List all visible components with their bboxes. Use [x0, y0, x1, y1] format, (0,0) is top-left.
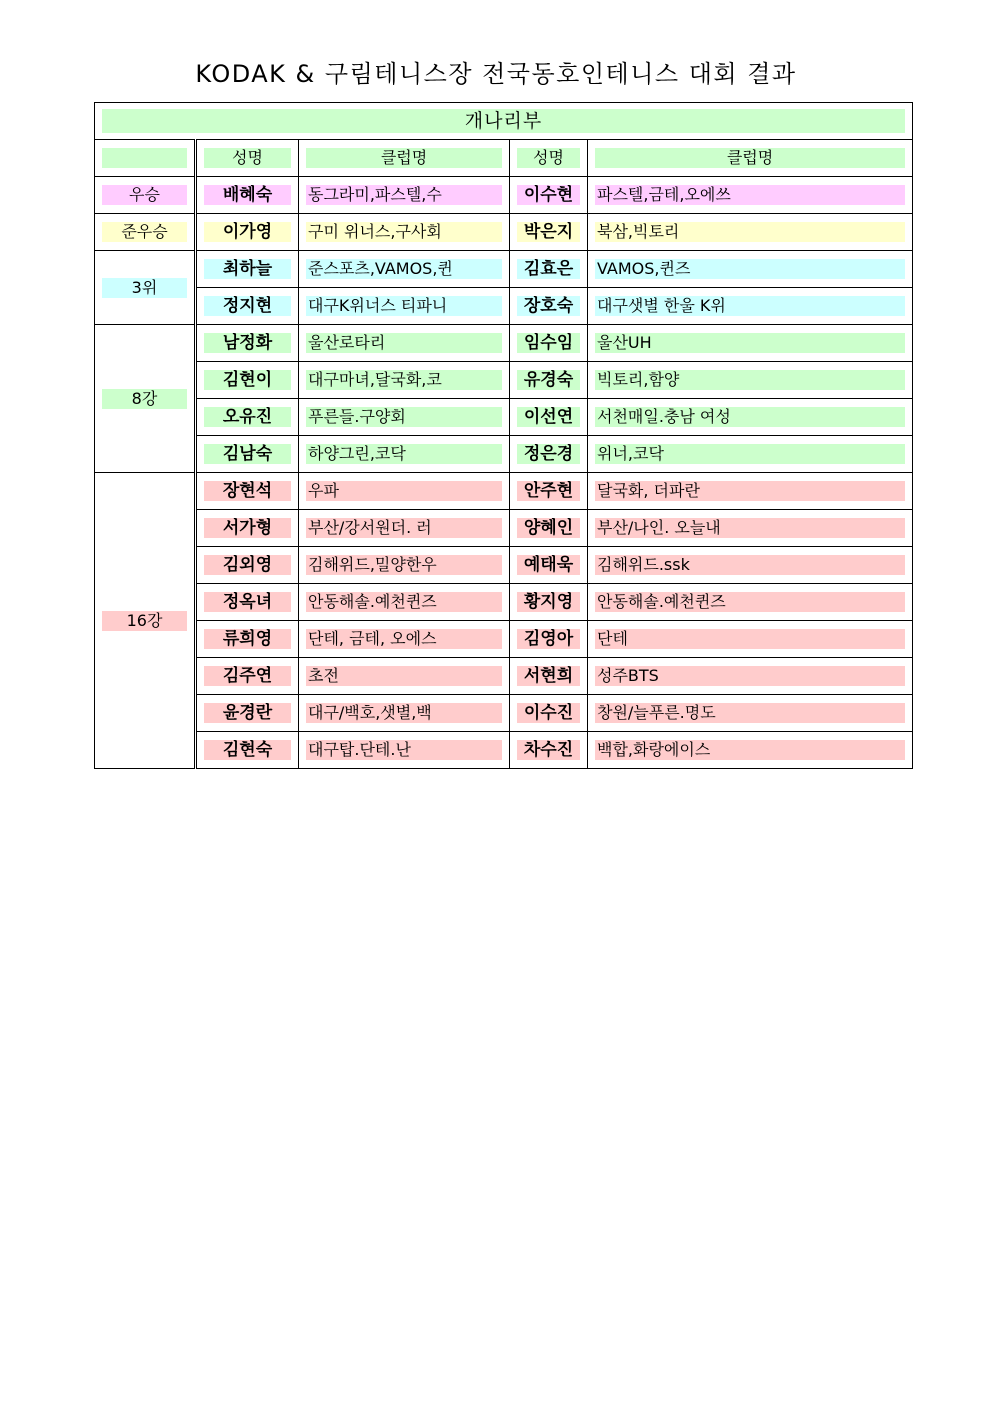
player-name: 배혜숙 — [204, 185, 291, 205]
player-name: 차수진 — [517, 740, 580, 760]
player-name: 서가형 — [204, 518, 291, 538]
player-name: 김외영 — [204, 555, 291, 575]
club-name: 부산/강서원더. 러 — [306, 518, 502, 538]
player-name: 이수현 — [517, 185, 580, 205]
player-name: 안주현 — [517, 481, 580, 501]
club-name: 우파 — [306, 481, 502, 501]
division-row — [95, 103, 913, 140]
club-name: 서천매일.충남 여성 — [595, 407, 905, 427]
quarter-row — [95, 399, 913, 436]
round16-row — [95, 473, 913, 510]
player-name: 정옥녀 — [204, 592, 291, 612]
rank-label: 우승 — [102, 185, 187, 205]
club-name: 김해위드.ssk — [595, 555, 905, 575]
round16-row — [95, 584, 913, 621]
rank-label: 8강 — [102, 389, 187, 409]
player-name: 이선연 — [517, 407, 580, 427]
club-name: VAMOS,퀸즈 — [595, 259, 905, 279]
player-name: 이수진 — [517, 703, 580, 723]
header-name-1: 성명 — [204, 148, 291, 168]
player-name: 최하늘 — [204, 259, 291, 279]
club-name: 파스텔,금테,오에쓰 — [595, 185, 905, 205]
club-name: 빅토리,함양 — [595, 370, 905, 390]
club-name: 대구탑.단테.난 — [306, 740, 502, 760]
club-name: 창원/늘푸른.명도 — [595, 703, 905, 723]
quarter-row — [95, 362, 913, 399]
player-name: 김현숙 — [204, 740, 291, 760]
player-name: 정은경 — [517, 444, 580, 464]
player-name: 유경숙 — [517, 370, 580, 390]
player-name: 서현희 — [517, 666, 580, 686]
club-name: 대구/백호,샛별,백 — [306, 703, 502, 723]
club-name: 대구마녀,달국화,코 — [306, 370, 502, 390]
player-name: 김현이 — [204, 370, 291, 390]
header-row — [95, 140, 913, 177]
club-name: 부산/나인. 오늘내 — [595, 518, 905, 538]
third-row — [95, 288, 913, 325]
club-name: 단테 — [595, 629, 905, 649]
club-name: 울산로타리 — [306, 333, 502, 353]
club-name: 위너,코닥 — [595, 444, 905, 464]
club-name: 대구K위너스 티파니 — [306, 296, 502, 316]
quarter-row — [95, 436, 913, 473]
winner-row — [95, 177, 913, 214]
round16-row — [95, 732, 913, 769]
header-club-2: 클럽명 — [595, 148, 905, 168]
club-name: 성주BTS — [595, 666, 905, 686]
rank-label: 준우승 — [102, 222, 187, 242]
player-name: 오유진 — [204, 407, 291, 427]
header-club-1: 클럽명 — [306, 148, 502, 168]
runner-up-row — [95, 214, 913, 251]
round16-row — [95, 547, 913, 584]
player-name: 김효은 — [517, 259, 580, 279]
club-name: 울산UH — [595, 333, 905, 353]
club-name: 북삼,빅토리 — [595, 222, 905, 242]
round16-row — [95, 658, 913, 695]
club-name: 푸른들.구양회 — [306, 407, 502, 427]
results-table — [94, 102, 913, 769]
club-name: 대구샛별 한울 K위 — [595, 296, 905, 316]
division-title: 개나리부 — [102, 109, 905, 133]
player-name: 장호숙 — [517, 296, 580, 316]
club-name: 백합,화랑에이스 — [595, 740, 905, 760]
player-name: 류희영 — [204, 629, 291, 649]
player-name: 양혜인 — [517, 518, 580, 538]
rank-label: 3위 — [102, 278, 187, 298]
player-name: 임수임 — [517, 333, 580, 353]
player-name: 장현석 — [204, 481, 291, 501]
club-name: 달국화, 더파란 — [595, 481, 905, 501]
player-name: 남정화 — [204, 333, 291, 353]
club-name: 하양그린,코닥 — [306, 444, 502, 464]
player-name: 이가영 — [204, 222, 291, 242]
club-name: 초전 — [306, 666, 502, 686]
rank-label: 16강 — [102, 611, 187, 631]
player-name: 김주연 — [204, 666, 291, 686]
club-name: 단테, 금테, 오에스 — [306, 629, 502, 649]
player-name: 박은지 — [517, 222, 580, 242]
player-name: 예태욱 — [517, 555, 580, 575]
player-name: 황지영 — [517, 592, 580, 612]
round16-row — [95, 695, 913, 732]
club-name: 안동해솔.예천퀸즈 — [595, 592, 905, 612]
player-name: 윤경란 — [204, 703, 291, 723]
round16-row — [95, 621, 913, 658]
third-row — [95, 251, 913, 288]
player-name: 정지현 — [204, 296, 291, 316]
player-name: 김남숙 — [204, 444, 291, 464]
header-name-2: 성명 — [517, 148, 580, 168]
club-name: 동그라미,파스텔,수 — [306, 185, 502, 205]
club-name: 안동해솔.예천퀸즈 — [306, 592, 502, 612]
club-name: 준스포츠,VAMOS,퀸 — [306, 259, 502, 279]
header-rank — [102, 148, 187, 168]
page-title: KODAK & 구림테니스장 전국동호인테니스 대회 결과 — [195, 60, 797, 88]
club-name: 구미 위너스,구사회 — [306, 222, 502, 242]
round16-row — [95, 510, 913, 547]
quarter-row — [95, 325, 913, 362]
player-name: 김영아 — [517, 629, 580, 649]
club-name: 김해위드,밀양한우 — [306, 555, 502, 575]
